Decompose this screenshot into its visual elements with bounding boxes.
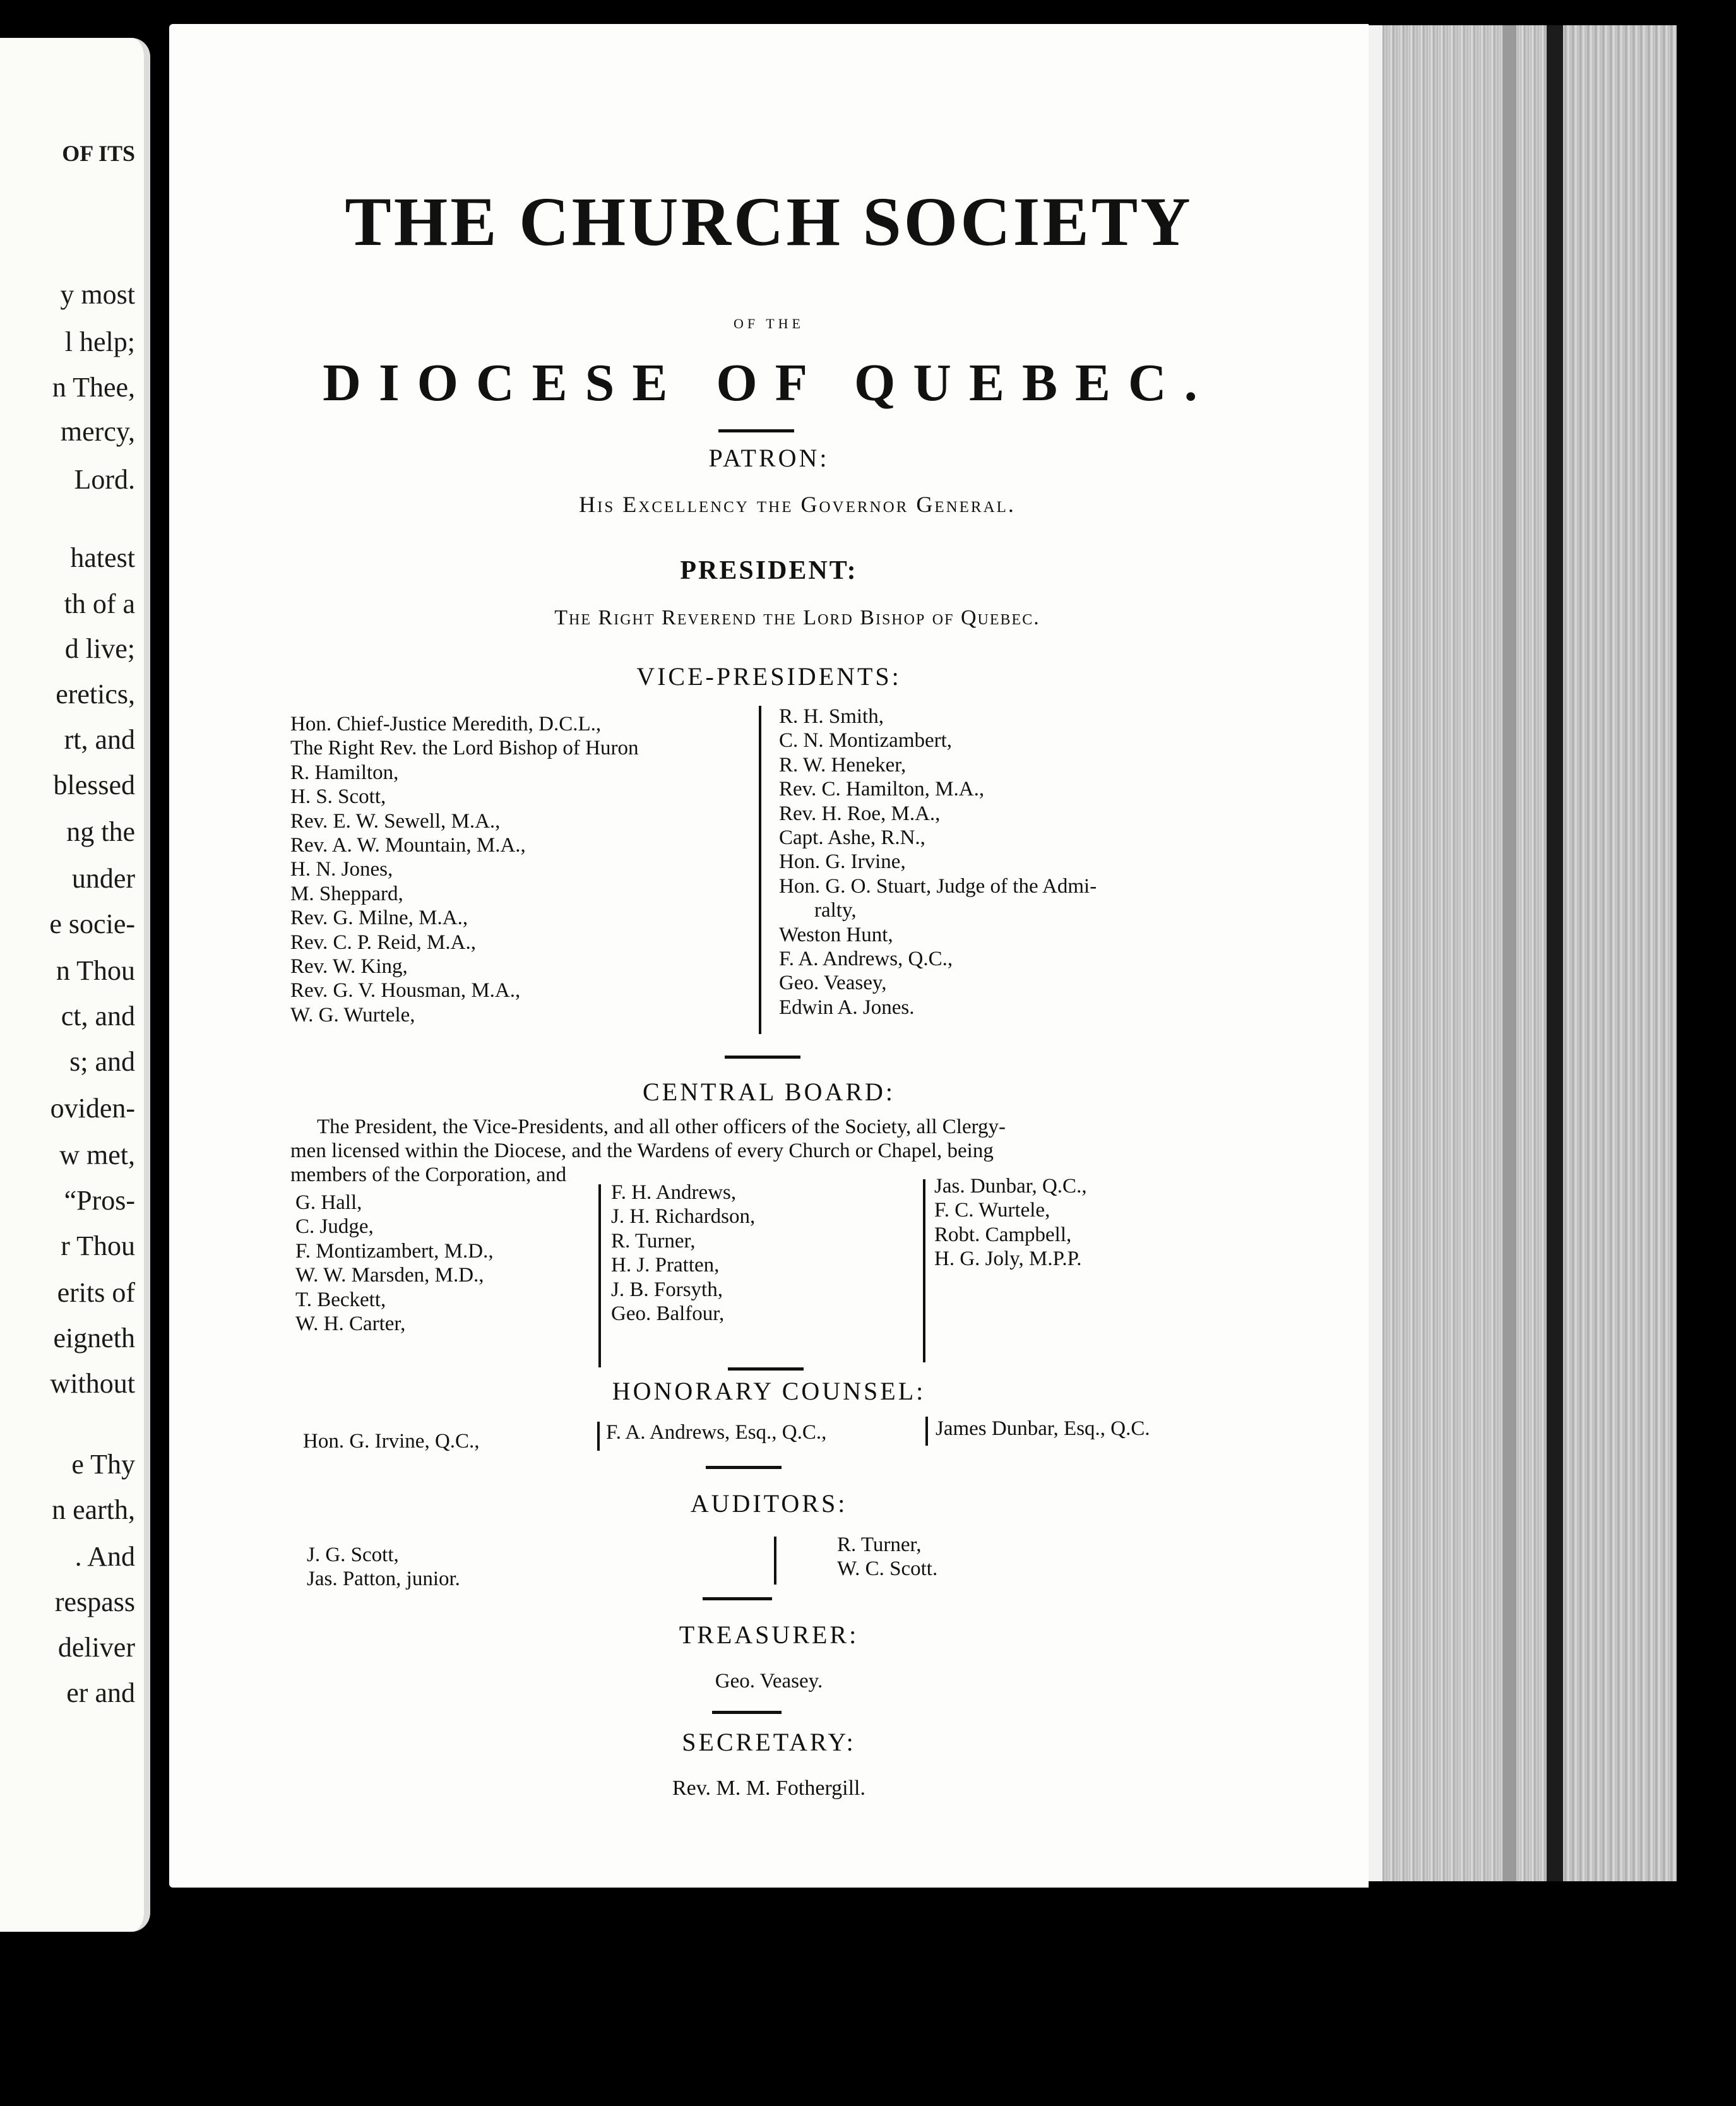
left-page-text-line: e socie- <box>49 908 135 939</box>
left-page-text-line: y most <box>60 279 135 310</box>
vice-president-name: Rev. C. Hamilton, M.A., <box>779 778 985 801</box>
left-page-text-line: “Pros- <box>64 1185 135 1216</box>
vice-president-name: The Right Rev. the Lord Bishop of Huron <box>290 737 639 760</box>
left-page-text-line: l help; <box>64 326 135 357</box>
board-member-name: J. B. Forsyth, <box>611 1278 723 1301</box>
divider-rule <box>718 429 794 432</box>
column-divider <box>923 1179 925 1362</box>
vice-president-name: Rev. E. W. Sewell, M.A., <box>290 809 501 833</box>
board-member-name: W. H. Carter, <box>295 1312 406 1336</box>
board-member-name: R. Turner, <box>611 1229 696 1252</box>
left-page-text-line: blessed <box>53 770 135 800</box>
vice-president-name: M. Sheppard, <box>290 882 403 905</box>
vice-president-name: C. N. Montizambert, <box>779 729 953 753</box>
auditors-heading: AUDITORS: <box>690 1489 848 1518</box>
left-page-text-line: th of a <box>64 588 135 619</box>
column-divider <box>759 706 761 1034</box>
central-board-column-3 <box>934 1174 1087 1271</box>
board-member-name: Geo. Balfour, <box>611 1302 725 1326</box>
patron-heading: PATRON: <box>708 444 829 472</box>
board-member-name: F. C. Wurtele, <box>934 1199 1050 1222</box>
divider-rule <box>725 1056 800 1059</box>
vice-president-name: Rev. G. Milne, M.A., <box>290 907 468 930</box>
board-member-name: Jas. Dunbar, Q.C., <box>934 1175 1087 1198</box>
left-page-text-line: w met, <box>59 1139 135 1170</box>
left-facing-page <box>0 38 150 1932</box>
auditor-name: R. Turner, <box>837 1533 922 1556</box>
vice-president-name: Rev. C. P. Reid, M.A., <box>290 931 476 954</box>
vice-president-name: Hon. Chief-Justice Meredith, D.C.L., <box>290 713 602 735</box>
left-page-text-line: under <box>71 863 135 894</box>
left-page-text-line: deliver <box>57 1632 135 1663</box>
divider-rule <box>712 1711 782 1714</box>
column-divider <box>598 1184 601 1367</box>
treasurer-heading: TREASURER: <box>679 1621 859 1649</box>
vice-president-name: Hon. G. O. Stuart, Judge of the Admi- <box>779 874 1097 898</box>
left-page-text-line: d live; <box>64 633 135 664</box>
page-block-edges <box>1357 25 1704 1881</box>
auditor-name: Jas. Patton, junior. <box>307 1568 460 1591</box>
divider-rule <box>706 1466 782 1469</box>
left-page-text-line: n Thou <box>56 955 135 986</box>
left-page-text-line: Lord. <box>74 464 135 495</box>
left-page-text-line: r Thou <box>61 1230 135 1261</box>
left-page-text-line: er and <box>66 1677 135 1708</box>
divider-rule <box>703 1597 772 1600</box>
left-page-text-line: erits of <box>57 1277 135 1308</box>
vice-president-name: Capt. Ashe, R.N., <box>779 826 925 850</box>
left-page-text-line: ct, and <box>61 1001 135 1032</box>
vice-president-name: F. A. Andrews, Q.C., <box>779 948 953 971</box>
column-divider <box>597 1422 600 1451</box>
vice-president-name: Rev. G. V. Housman, M.A., <box>290 979 521 1002</box>
auditor-name: W. C. Scott. <box>837 1557 938 1581</box>
divider-rule <box>728 1367 804 1371</box>
board-member-name: G. Hall, <box>295 1191 362 1214</box>
left-page-text-line: oviden- <box>50 1093 135 1124</box>
central-board-intro-line: The President, the Vice-Presidents, and all other officers of the Society, all Clergy- <box>317 1115 1006 1138</box>
main-page <box>169 24 1369 1888</box>
left-page-text-line: s; and <box>69 1046 135 1077</box>
of-the-line: OF THE <box>734 316 804 331</box>
board-member-name: Robt. Campbell, <box>934 1223 1072 1246</box>
left-page-text-line: e Thy <box>71 1449 135 1480</box>
vice-president-name: Hon. G. Irvine, <box>779 850 906 874</box>
auditor-name: J. G. Scott, <box>307 1544 399 1566</box>
treasurer-name: Geo. Veasey. <box>715 1670 823 1693</box>
vice-president-name: Weston Hunt, <box>779 923 893 946</box>
vice-president-name: Geo. Veasey, <box>779 972 887 995</box>
left-page-text-line: hatest <box>70 542 135 573</box>
vice-president-name: ralty, <box>814 899 857 922</box>
central-board-intro-line: members of the Corporation, and <box>290 1163 567 1186</box>
secretary-heading: SECRETARY: <box>682 1728 856 1756</box>
left-page-text-line: rt, and <box>64 724 135 755</box>
vice-presidents-heading: VICE-PRESIDENTS: <box>636 662 901 691</box>
left-page-text-line: OF ITS <box>62 141 135 166</box>
vice-president-name: R. H. Smith, <box>779 705 884 728</box>
vice-president-name: R. W. Heneker, <box>779 753 907 776</box>
vice-president-name: Rev. A. W. Mountain, M.A., <box>290 834 526 857</box>
page-title: THE CHURCH SOCIETY <box>345 183 1193 260</box>
vice-president-name: H. N. Jones, <box>290 858 393 881</box>
vice-president-name: Rev. W. King, <box>290 955 408 979</box>
board-member-name: H. J. Pratten, <box>611 1254 720 1277</box>
vice-president-name: Edwin A. Jones. <box>779 996 915 1019</box>
left-page-text-line: eretics, <box>56 679 135 710</box>
vice-president-name: R. Hamilton, <box>290 761 399 784</box>
vice-presidents-left-column <box>290 712 638 1027</box>
column-divider <box>774 1537 776 1585</box>
board-member-name: H. G. Joly, M.P.P. <box>934 1247 1082 1271</box>
board-member-name: T. Beckett, <box>295 1288 386 1311</box>
page-subtitle: DIOCESE OF QUEBEC. <box>323 354 1215 412</box>
left-page-text-line: n Thee, <box>52 372 135 403</box>
central-board-heading: CENTRAL BOARD: <box>642 1078 896 1106</box>
board-member-name: F. Montizambert, M.D., <box>295 1239 494 1263</box>
patron-name: His Excellency the Governor General. <box>579 492 1016 517</box>
column-divider <box>925 1417 928 1446</box>
left-page-text-line: mercy, <box>60 416 135 447</box>
left-page-text-line: eigneth <box>53 1323 135 1353</box>
central-board-column-1 <box>295 1191 494 1336</box>
left-page-text-line: n earth, <box>52 1494 135 1525</box>
secretary-name: Rev. M. M. Fothergill. <box>672 1776 866 1800</box>
vice-president-name: W. G. Wurtele, <box>290 1003 415 1026</box>
central-board-column-2 <box>611 1181 755 1326</box>
board-member-name: C. Judge, <box>295 1215 374 1239</box>
board-member-name: J. H. Richardson, <box>611 1205 756 1228</box>
auditors-left-column <box>307 1543 460 1591</box>
president-name: The Right Reverend the Lord Bishop of Quebec. <box>554 606 1040 629</box>
auditors-right-column <box>837 1533 937 1581</box>
vice-presidents-right-column <box>779 705 1097 1020</box>
counsel-name: James Dunbar, Esq., Q.C. <box>936 1417 1150 1440</box>
vice-president-name: Rev. H. Roe, M.A., <box>779 802 941 825</box>
board-member-name: F. H. Andrews, <box>611 1181 737 1204</box>
left-page-text-line: respass <box>54 1586 135 1617</box>
honorary-counsel-heading: HONORARY COUNSEL: <box>612 1377 926 1405</box>
left-page-text-line: ng the <box>66 816 135 847</box>
board-member-name: W. W. Marsden, M.D., <box>295 1264 484 1287</box>
vice-president-name: H. S. Scott, <box>290 785 386 809</box>
left-page-text-line: without <box>50 1368 135 1399</box>
counsel-name: F. A. Andrews, Esq., Q.C., <box>606 1421 827 1444</box>
central-board-intro-line: men licensed within the Diocese, and the Wardens of every Church or Chapel, being <box>290 1139 994 1162</box>
president-heading: PRESIDENT: <box>680 556 858 585</box>
counsel-name: Hon. G. Irvine, Q.C., <box>303 1430 480 1453</box>
left-page-text-line: . And <box>74 1541 135 1572</box>
